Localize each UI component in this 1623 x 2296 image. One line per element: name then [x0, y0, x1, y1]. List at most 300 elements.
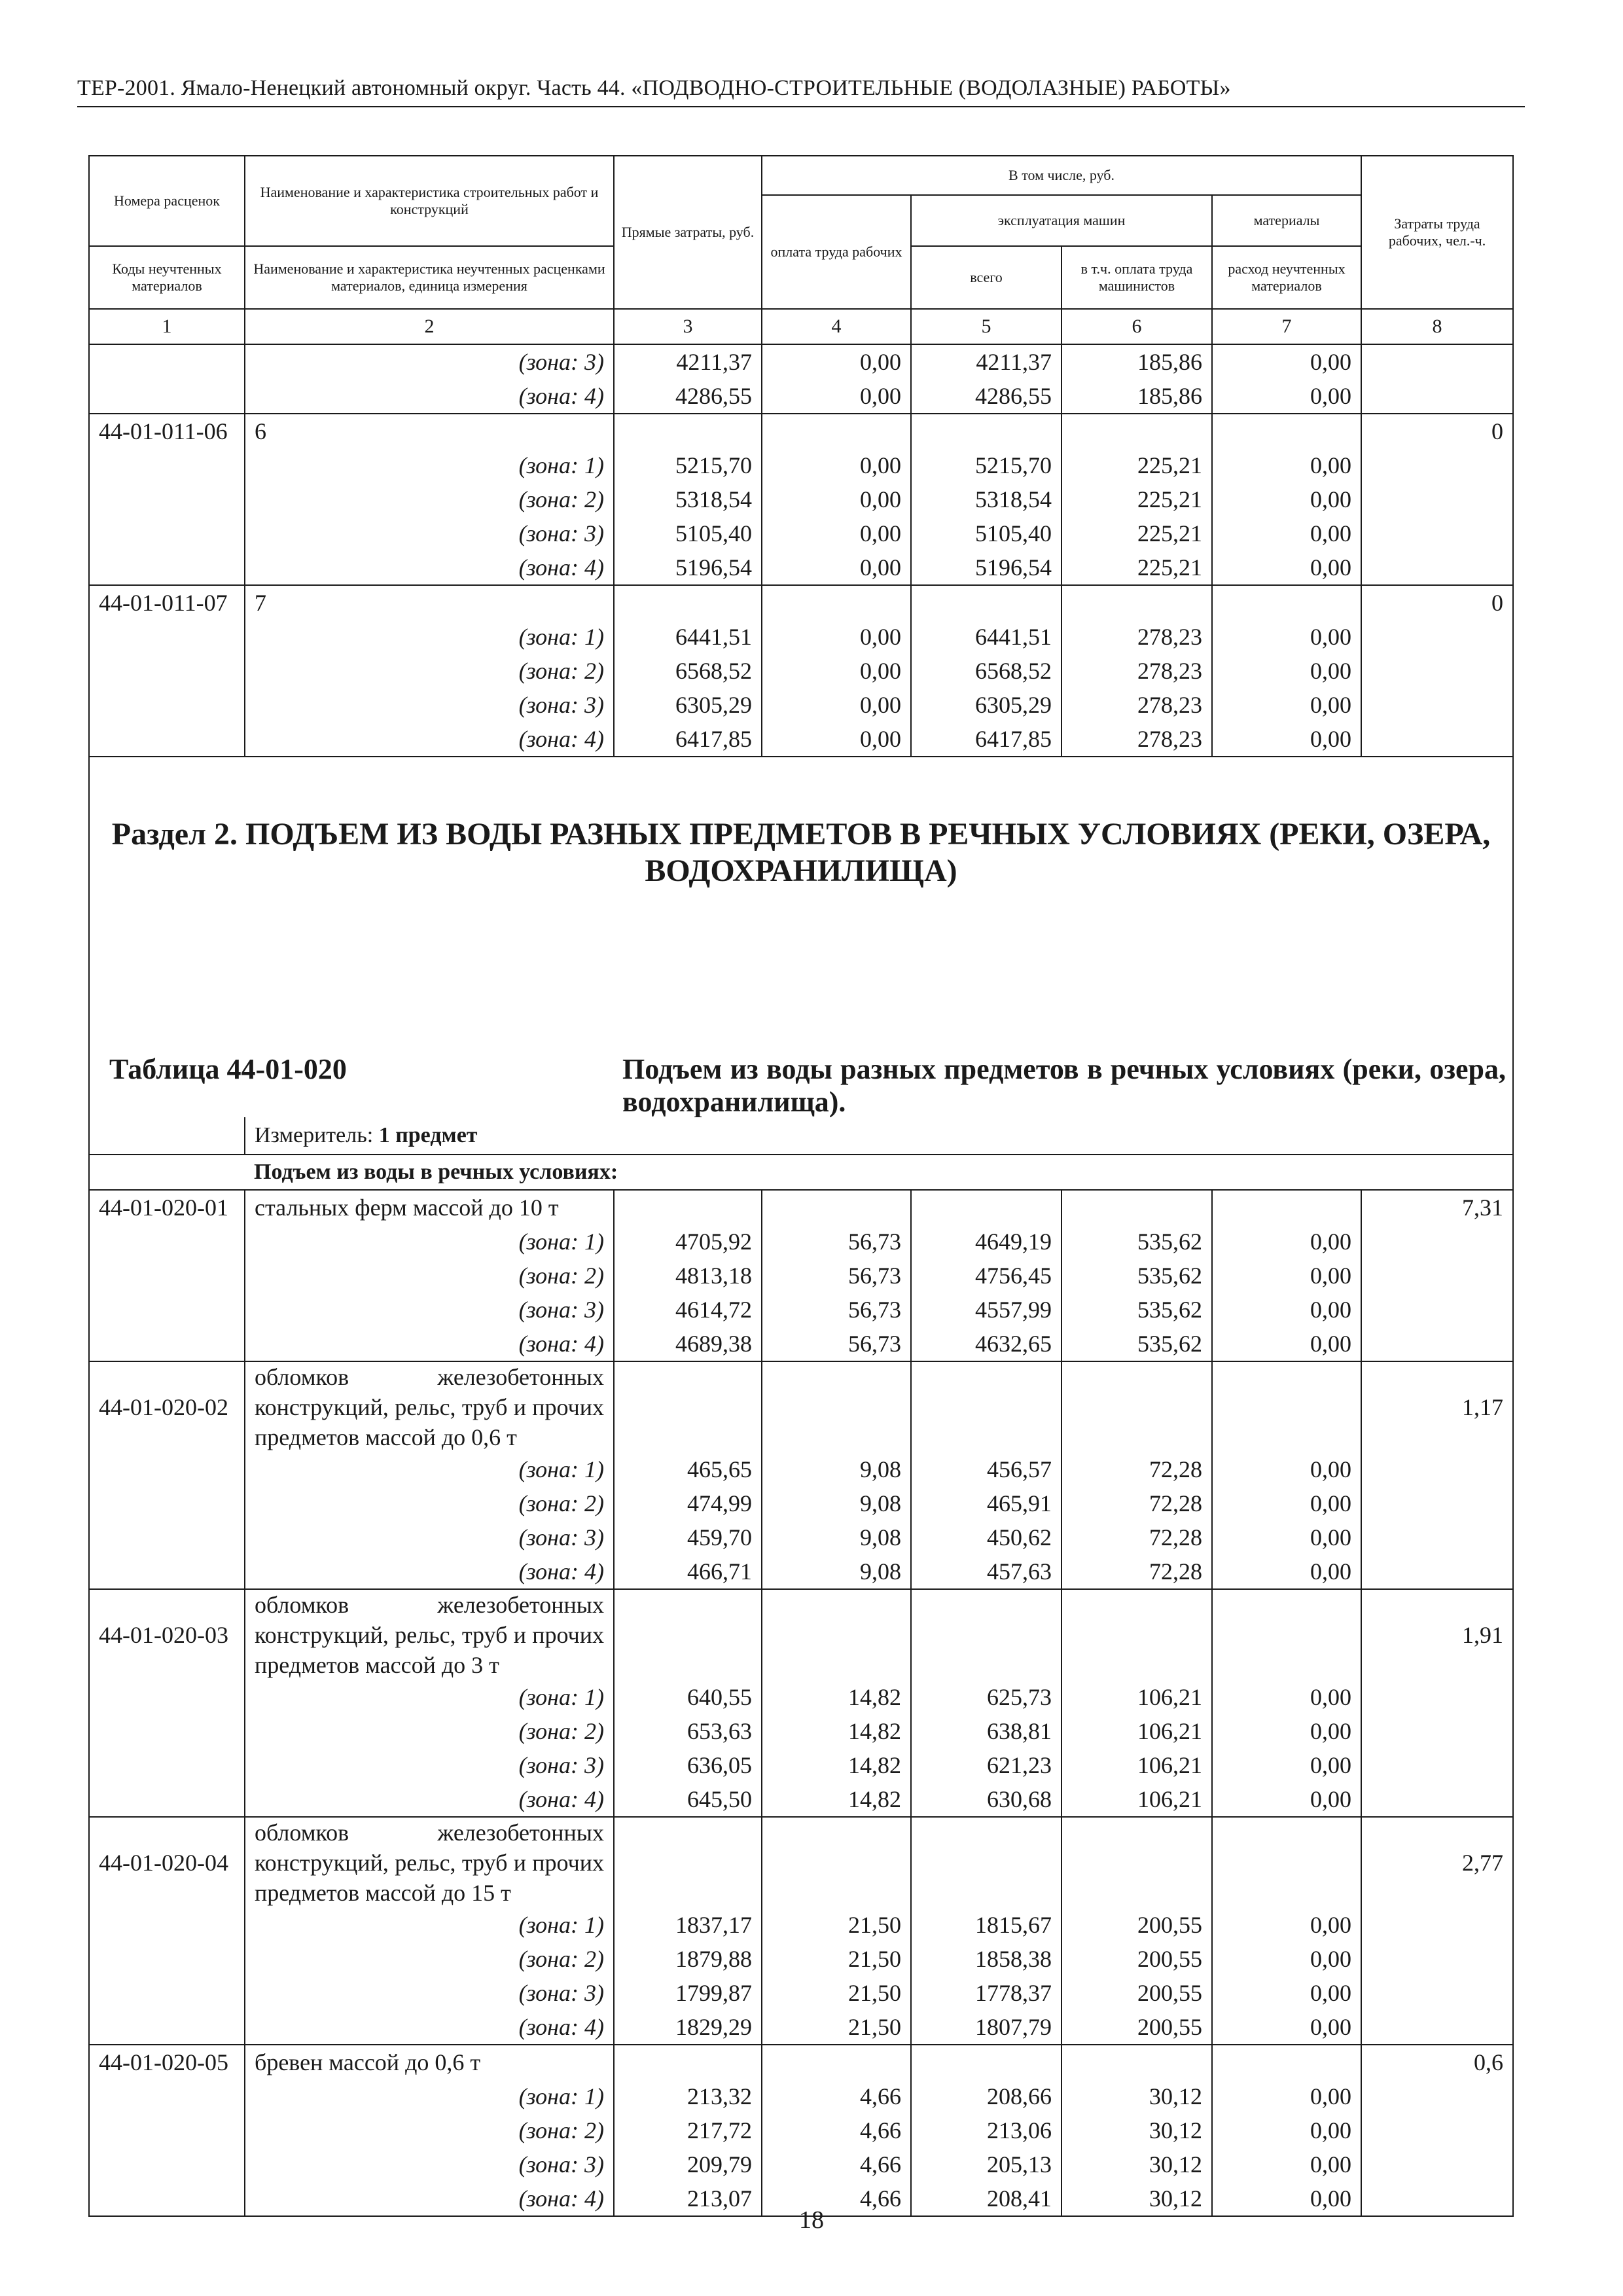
machine-cost: 208,41 [911, 2181, 1061, 2216]
machine-cost: 625,73 [911, 1680, 1061, 1714]
worker-wage: 4,66 [762, 2147, 911, 2181]
header-machinist-wage: в т.ч. оплата труда машинистов [1061, 246, 1212, 309]
machinist-wage: 30,12 [1061, 2147, 1212, 2181]
machine-cost: 1807,79 [911, 2010, 1061, 2045]
empty-cell [89, 2079, 245, 2113]
materials-cost: 0,00 [1212, 1452, 1361, 1486]
worker-wage: 0,00 [762, 688, 911, 722]
direct-cost: 6305,29 [614, 688, 762, 722]
empty-cell [1361, 1225, 1513, 1259]
labor-cost: 0 [1361, 585, 1513, 620]
zone-label: (зона: 3) [245, 688, 614, 722]
empty-cell [1061, 414, 1212, 448]
empty-cell [1361, 722, 1513, 757]
direct-cost: 213,07 [614, 2181, 762, 2216]
zone-row [89, 2079, 1513, 2113]
zone-row [89, 1748, 1513, 1782]
empty-cell [1361, 1520, 1513, 1554]
zone-label: (зона: 1) [245, 1680, 614, 1714]
machine-cost: 465,91 [911, 1486, 1061, 1520]
zone-label: (зона: 4) [245, 2010, 614, 2045]
zone-label: (зона: 2) [245, 482, 614, 516]
worker-wage: 0,00 [762, 620, 911, 654]
empty-cell [89, 1520, 245, 1554]
materials-cost: 0,00 [1212, 344, 1361, 379]
worker-wage: 56,73 [762, 1327, 911, 1361]
empty-cell [89, 1976, 245, 2010]
machinist-wage: 200,55 [1061, 1908, 1212, 1942]
direct-cost: 645,50 [614, 1782, 762, 1817]
empty-cell [911, 1589, 1061, 1680]
worker-wage: 9,08 [762, 1486, 911, 1520]
empty-cell [89, 379, 245, 414]
empty-cell [911, 2045, 1061, 2079]
column-number: 7 [1212, 309, 1361, 344]
worker-wage: 56,73 [762, 1293, 911, 1327]
machine-cost: 4649,19 [911, 1225, 1061, 1259]
subheading: Подъем из воды в речных условиях: [245, 1155, 1513, 1190]
header-direct-costs: Прямые затраты, руб. [614, 156, 762, 309]
zone-row [89, 620, 1513, 654]
zone-row [89, 1680, 1513, 1714]
empty-cell [1361, 688, 1513, 722]
empty-cell [89, 722, 245, 757]
machinist-wage: 225,21 [1061, 448, 1212, 482]
materials-cost: 0,00 [1212, 1293, 1361, 1327]
materials-cost: 0,00 [1212, 1327, 1361, 1361]
rate-row [89, 2045, 1513, 2079]
zone-label: (зона: 2) [245, 654, 614, 688]
worker-wage: 14,82 [762, 1680, 911, 1714]
empty-cell [1361, 550, 1513, 585]
machinist-wage: 535,62 [1061, 1327, 1212, 1361]
worker-wage: 14,82 [762, 1714, 911, 1748]
machine-cost: 4286,55 [911, 379, 1061, 414]
empty-cell [89, 620, 245, 654]
machinist-wage: 278,23 [1061, 722, 1212, 757]
empty-cell [89, 1225, 245, 1259]
machinist-wage: 278,23 [1061, 620, 1212, 654]
zone-row [89, 550, 1513, 585]
empty-cell [89, 2113, 245, 2147]
meter-label: Измеритель: [255, 1123, 379, 1147]
rate-code: 44-01-011-06 [89, 414, 245, 448]
materials-cost: 0,00 [1212, 1486, 1361, 1520]
materials-cost: 0,00 [1212, 1259, 1361, 1293]
empty-cell [89, 2147, 245, 2181]
machinist-wage: 278,23 [1061, 654, 1212, 688]
empty-cell [762, 1817, 911, 1908]
empty-cell [1212, 1589, 1361, 1680]
direct-cost: 465,65 [614, 1452, 762, 1486]
header-name-top: Наименование и характеристика строительных работ и конструкций [245, 156, 614, 246]
empty-cell [1212, 1190, 1361, 1225]
zone-row [89, 1327, 1513, 1361]
empty-cell [89, 516, 245, 550]
worker-wage: 21,50 [762, 1976, 911, 2010]
subheading-spacer [89, 1155, 245, 1190]
header-materials: материалы [1212, 195, 1361, 246]
zone-label: (зона: 3) [245, 344, 614, 379]
machine-cost: 4211,37 [911, 344, 1061, 379]
direct-cost: 4614,72 [614, 1293, 762, 1327]
header-wage: оплата труда рабочих [762, 195, 911, 309]
page-number: 18 [799, 2206, 824, 2234]
machinist-wage: 72,28 [1061, 1520, 1212, 1554]
header-code-bottom: Коды неучтенных материалов [89, 246, 245, 309]
empty-cell [89, 1714, 245, 1748]
machinist-wage: 106,21 [1061, 1782, 1212, 1817]
header-labor: Затраты труда рабочих, чел.-ч. [1361, 156, 1513, 309]
direct-cost: 4286,55 [614, 379, 762, 414]
empty-cell [911, 414, 1061, 448]
materials-cost: 0,00 [1212, 620, 1361, 654]
empty-cell [1361, 2147, 1513, 2181]
direct-cost: 459,70 [614, 1520, 762, 1554]
direct-cost: 5215,70 [614, 448, 762, 482]
machine-cost: 5196,54 [911, 550, 1061, 585]
empty-cell [1212, 2045, 1361, 2079]
rate-row [89, 1361, 1513, 1452]
column-number: 1 [89, 309, 245, 344]
machine-cost: 6441,51 [911, 620, 1061, 654]
machinist-wage: 72,28 [1061, 1554, 1212, 1589]
table-id: Таблица 44-01-020 [109, 1053, 347, 1085]
worker-wage: 0,00 [762, 448, 911, 482]
meter-spacer [89, 1117, 245, 1155]
column-number: 3 [614, 309, 762, 344]
header-machines-total: всего [911, 246, 1061, 309]
empty-cell [911, 1817, 1061, 1908]
zone-row [89, 1486, 1513, 1520]
machinist-wage: 106,21 [1061, 1748, 1212, 1782]
materials-cost: 0,00 [1212, 1782, 1361, 1817]
empty-cell [1361, 448, 1513, 482]
rate-code: 44-01-011-07 [89, 585, 245, 620]
labor-cost: 0 [1361, 414, 1513, 448]
zone-label: (зона: 2) [245, 1714, 614, 1748]
zone-row [89, 2147, 1513, 2181]
machinist-wage: 185,86 [1061, 344, 1212, 379]
empty-cell [762, 414, 911, 448]
empty-cell [1212, 585, 1361, 620]
materials-cost: 0,00 [1212, 688, 1361, 722]
table-title: Подъем из воды разных предметов в речных условиях (реки, озера, водохранилища). [622, 1053, 1506, 1117]
worker-wage: 9,08 [762, 1452, 911, 1486]
materials-cost: 0,00 [1212, 448, 1361, 482]
empty-cell [89, 448, 245, 482]
worker-wage: 56,73 [762, 1259, 911, 1293]
worker-wage: 0,00 [762, 550, 911, 585]
machine-cost: 621,23 [911, 1748, 1061, 1782]
worker-wage: 21,50 [762, 2010, 911, 2045]
empty-cell [89, 344, 245, 379]
direct-cost: 6568,52 [614, 654, 762, 688]
zone-label: (зона: 1) [245, 2079, 614, 2113]
empty-cell [911, 1361, 1061, 1452]
zone-label: (зона: 4) [245, 722, 614, 757]
meter-value: 1 предмет [378, 1123, 478, 1147]
zone-label: (зона: 3) [245, 1748, 614, 1782]
machinist-wage: 72,28 [1061, 1486, 1212, 1520]
machinist-wage: 535,62 [1061, 1259, 1212, 1293]
empty-cell [1061, 1589, 1212, 1680]
machine-cost: 457,63 [911, 1554, 1061, 1589]
empty-cell [1361, 1680, 1513, 1714]
direct-cost: 5318,54 [614, 482, 762, 516]
materials-cost: 0,00 [1212, 2181, 1361, 2216]
machine-cost: 4557,99 [911, 1293, 1061, 1327]
zone-label: (зона: 3) [245, 1976, 614, 2010]
direct-cost: 6441,51 [614, 620, 762, 654]
direct-cost: 213,32 [614, 2079, 762, 2113]
zone-row [89, 1942, 1513, 1976]
rate-name: стальных ферм массой до 10 т [245, 1190, 614, 1225]
materials-cost: 0,00 [1212, 722, 1361, 757]
zone-label: (зона: 1) [245, 1452, 614, 1486]
materials-cost: 0,00 [1212, 2147, 1361, 2181]
direct-cost: 6417,85 [614, 722, 762, 757]
zone-label: (зона: 2) [245, 2113, 614, 2147]
table-body-section-2 [89, 1190, 1513, 2216]
empty-cell [1361, 1782, 1513, 1817]
empty-cell [614, 2045, 762, 2079]
empty-cell [614, 1190, 762, 1225]
zone-label: (зона: 2) [245, 1942, 614, 1976]
materials-cost: 0,00 [1212, 1554, 1361, 1589]
empty-cell [762, 585, 911, 620]
empty-cell [614, 1361, 762, 1452]
machinist-wage: 225,21 [1061, 516, 1212, 550]
empty-cell [89, 1748, 245, 1782]
empty-cell [1061, 1361, 1212, 1452]
empty-cell [1361, 1554, 1513, 1589]
machinist-wage: 225,21 [1061, 550, 1212, 585]
worker-wage: 0,00 [762, 379, 911, 414]
empty-cell [1361, 482, 1513, 516]
machinist-wage: 200,55 [1061, 1976, 1212, 2010]
empty-cell [762, 1190, 911, 1225]
rate-row [89, 1589, 1513, 1680]
materials-cost: 0,00 [1212, 1942, 1361, 1976]
zone-label: (зона: 3) [245, 1520, 614, 1554]
machinist-wage: 535,62 [1061, 1293, 1212, 1327]
machine-cost: 4756,45 [911, 1259, 1061, 1293]
rate-code: 44-01-020-01 [89, 1190, 245, 1225]
empty-cell [1361, 1293, 1513, 1327]
column-number: 5 [911, 309, 1061, 344]
empty-cell [1361, 1714, 1513, 1748]
empty-cell [89, 1452, 245, 1486]
zone-row [89, 482, 1513, 516]
column-number: 4 [762, 309, 911, 344]
worker-wage: 0,00 [762, 482, 911, 516]
column-number: 2 [245, 309, 614, 344]
labor-cost: 1,91 [1361, 1589, 1513, 1680]
materials-cost: 0,00 [1212, 1225, 1361, 1259]
zone-row [89, 1452, 1513, 1486]
empty-cell [911, 585, 1061, 620]
zone-row [89, 1714, 1513, 1748]
machine-cost: 5105,40 [911, 516, 1061, 550]
zone-row [89, 2010, 1513, 2045]
zone-row [89, 379, 1513, 414]
rate-code: 44-01-020-03 [89, 1589, 245, 1680]
direct-cost: 217,72 [614, 2113, 762, 2147]
direct-cost: 466,71 [614, 1554, 762, 1589]
header-rule [77, 106, 1525, 107]
empty-cell [1212, 1361, 1361, 1452]
materials-cost: 0,00 [1212, 1680, 1361, 1714]
rate-name: бревен массой до 0,6 т [245, 2045, 614, 2079]
zone-row [89, 722, 1513, 757]
empty-cell [1361, 2010, 1513, 2045]
machine-cost: 630,68 [911, 1782, 1061, 1817]
empty-cell [1061, 585, 1212, 620]
machine-cost: 4632,65 [911, 1327, 1061, 1361]
direct-cost: 474,99 [614, 1486, 762, 1520]
direct-cost: 1799,87 [614, 1976, 762, 2010]
zone-row [89, 1520, 1513, 1554]
empty-cell [762, 2045, 911, 2079]
rate-name: 7 [245, 585, 614, 620]
machinist-wage: 72,28 [1061, 1452, 1212, 1486]
worker-wage: 4,66 [762, 2181, 911, 2216]
header-unaccounted-materials: расход неучтенных материалов [1212, 246, 1361, 309]
labor-cost: 2,77 [1361, 1817, 1513, 1908]
direct-cost: 1879,88 [614, 1942, 762, 1976]
zone-row [89, 1976, 1513, 2010]
empty-cell [89, 1942, 245, 1976]
column-number: 6 [1061, 309, 1212, 344]
materials-cost: 0,00 [1212, 1520, 1361, 1554]
machinist-wage: 30,12 [1061, 2079, 1212, 2113]
worker-wage: 14,82 [762, 1782, 911, 1817]
empty-cell [1361, 1259, 1513, 1293]
zone-row [89, 1225, 1513, 1259]
zone-row [89, 688, 1513, 722]
direct-cost: 4211,37 [614, 344, 762, 379]
zone-label: (зона: 1) [245, 620, 614, 654]
header-machines: эксплуатация машин [911, 195, 1212, 246]
empty-cell [1061, 1817, 1212, 1908]
rate-row [89, 1817, 1513, 1908]
zone-label: (зона: 2) [245, 1259, 614, 1293]
empty-cell [1212, 414, 1361, 448]
materials-cost: 0,00 [1212, 2079, 1361, 2113]
empty-cell [614, 414, 762, 448]
rate-code: 44-01-020-04 [89, 1817, 245, 1908]
zone-label: (зона: 4) [245, 1327, 614, 1361]
rates-table [88, 155, 1514, 2217]
table-title-cell [89, 1052, 1513, 1117]
zone-row [89, 516, 1513, 550]
empty-cell [1361, 2079, 1513, 2113]
zone-label: (зона: 1) [245, 448, 614, 482]
empty-cell [911, 1190, 1061, 1225]
header-in-total: В том числе, руб. [762, 156, 1361, 195]
direct-cost: 5105,40 [614, 516, 762, 550]
machinist-wage: 200,55 [1061, 1942, 1212, 1976]
worker-wage: 0,00 [762, 344, 911, 379]
machinist-wage: 30,12 [1061, 2113, 1212, 2147]
rate-row [89, 1190, 1513, 1225]
direct-cost: 4705,92 [614, 1225, 762, 1259]
zone-row [89, 1554, 1513, 1589]
empty-cell [89, 1680, 245, 1714]
worker-wage: 4,66 [762, 2113, 911, 2147]
empty-cell [1361, 654, 1513, 688]
zone-label: (зона: 3) [245, 2147, 614, 2181]
machine-cost: 208,66 [911, 2079, 1061, 2113]
worker-wage: 9,08 [762, 1520, 911, 1554]
zone-row [89, 1782, 1513, 1817]
zone-row [89, 1908, 1513, 1942]
table-header [89, 156, 1513, 344]
materials-cost: 0,00 [1212, 2010, 1361, 2045]
machine-cost: 6417,85 [911, 722, 1061, 757]
zone-label: (зона: 4) [245, 550, 614, 585]
zone-label: (зона: 4) [245, 1554, 614, 1589]
machinist-wage: 225,21 [1061, 482, 1212, 516]
direct-cost: 653,63 [614, 1714, 762, 1748]
worker-wage: 9,08 [762, 1554, 911, 1589]
zone-row [89, 1259, 1513, 1293]
zone-label: (зона: 4) [245, 379, 614, 414]
empty-cell [89, 482, 245, 516]
empty-cell [1361, 1452, 1513, 1486]
worker-wage: 56,73 [762, 1225, 911, 1259]
empty-cell [1361, 1908, 1513, 1942]
worker-wage: 0,00 [762, 516, 911, 550]
empty-cell [89, 654, 245, 688]
labor-cost: 7,31 [1361, 1190, 1513, 1225]
worker-wage: 0,00 [762, 654, 911, 688]
zone-label: (зона: 4) [245, 2181, 614, 2216]
table-body-section-1 [89, 344, 1513, 757]
rate-row [89, 414, 1513, 448]
direct-cost: 1829,29 [614, 2010, 762, 2045]
empty-cell [89, 1259, 245, 1293]
empty-cell [89, 550, 245, 585]
empty-cell [1061, 1190, 1212, 1225]
labor-cost: 0,6 [1361, 2045, 1513, 2079]
empty-cell [614, 1589, 762, 1680]
rate-name: 6 [245, 414, 614, 448]
worker-wage: 4,66 [762, 2079, 911, 2113]
rate-row [89, 585, 1513, 620]
section-title: Раздел 2. ПОДЪЕМ ИЗ ВОДЫ РАЗНЫХ ПРЕДМЕТОВ В РЕЧНЫХ УСЛОВИЯХ (РЕКИ, ОЗЕРА, ВОДОХРАНИЛИЩА) [89, 757, 1513, 1052]
rate-code: 44-01-020-05 [89, 2045, 245, 2079]
header-name-bottom: Наименование и характеристика неучтенных расценками материалов, единица измерения [245, 246, 614, 309]
zone-row [89, 1293, 1513, 1327]
running-header: ТЕР-2001. Ямало-Ненецкий автономный округ. Часть 44. «ПОДВОДНО-СТРОИТЕЛЬНЫЕ (ВОДОЛАЗНЫЕ) РАБОТЫ» [77, 76, 1231, 100]
labor-cost: 1,17 [1361, 1361, 1513, 1452]
empty-cell [1361, 2113, 1513, 2147]
materials-cost: 0,00 [1212, 1714, 1361, 1748]
direct-cost: 640,55 [614, 1680, 762, 1714]
machine-cost: 450,62 [911, 1520, 1061, 1554]
machine-cost: 6305,29 [911, 688, 1061, 722]
zone-label: (зона: 4) [245, 1782, 614, 1817]
empty-cell [89, 688, 245, 722]
machine-cost: 638,81 [911, 1714, 1061, 1748]
zone-label: (зона: 3) [245, 1293, 614, 1327]
zone-label: (зона: 1) [245, 1225, 614, 1259]
machinist-wage: 30,12 [1061, 2181, 1212, 2216]
empty-cell [762, 1589, 911, 1680]
worker-wage: 21,50 [762, 1908, 911, 1942]
